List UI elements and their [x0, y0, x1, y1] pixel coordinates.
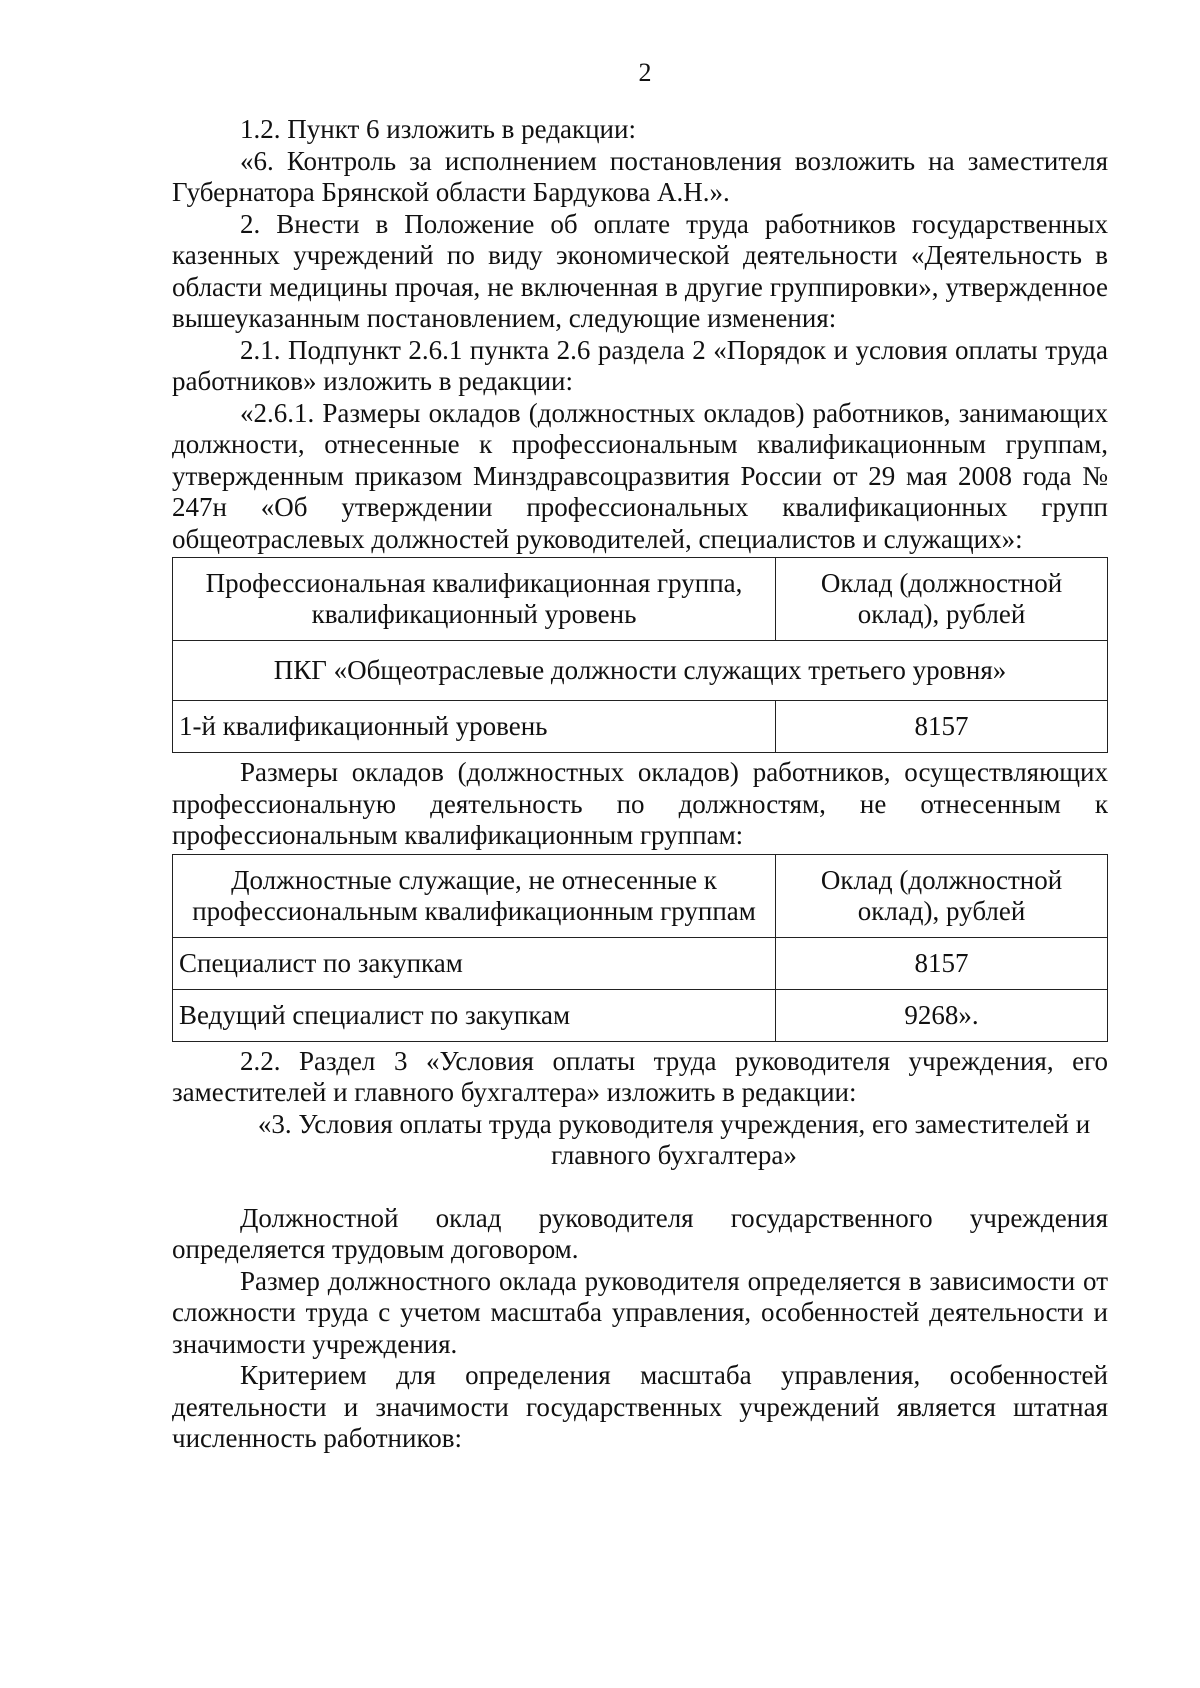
paragraph-2-1: 2.1. Подпункт 2.6.1 пункта 2.6 раздела 2 «Порядок и условия оплаты труда работников» изложить в редакции: — [172, 334, 1108, 396]
table-cell-level: 1-й квалификационный уровень — [173, 701, 776, 753]
salary-table-other — [172, 854, 1108, 1042]
table-header-row — [173, 854, 1108, 937]
table-cell-position: Ведущий специалист по закупкам — [173, 989, 776, 1041]
section-3-title: «3. Условия оплаты труда руководителя учреждения, его заместителей и главного бухгалтера» — [257, 1108, 1091, 1170]
table-group-row — [173, 641, 1108, 701]
paragraph-head-salary: Должностной оклад руководителя государственного учреждения определяется трудовым договором. — [172, 1202, 1108, 1264]
table-row — [173, 937, 1108, 989]
table-cell-position: Специалист по закупкам — [173, 937, 776, 989]
table-header-cell: Профессиональная квалификационная группа, квалификационный уровень — [173, 558, 776, 641]
table-header-cell: Оклад (должностной оклад), рублей — [776, 558, 1108, 641]
table-row — [173, 989, 1108, 1041]
paragraph-2: 2. Внести в Положение об оплате труда работников государственных казенных учреждений по виду экономической деятельности «Деятельность в области медицины прочая, не включенная в другие группировки», утвержденное вышеуказанным постановлением, следующие изменения: — [172, 208, 1108, 333]
paragraph-2-2: 2.2. Раздел 3 «Условия оплаты труда руководителя учреждения, его заместителей и главного бухгалтера» изложить в редакции: — [172, 1045, 1108, 1107]
spacer — [172, 1172, 1108, 1203]
table-cell-salary: 8157 — [776, 937, 1108, 989]
table-header-cell: Оклад (должностной оклад), рублей — [776, 854, 1108, 937]
page-number: 2 — [638, 58, 652, 87]
paragraph-point-6: «6. Контроль за исполнением постановления возложить на заместителя Губернатора Брянской области Бардукова А.Н.». — [172, 145, 1108, 207]
table-cell-salary: 9268». — [776, 989, 1108, 1041]
table-header-cell: Должностные служащие, не отнесенные к профессиональным квалификационным группам — [173, 854, 776, 937]
paragraph-criterion: Критерием для определения масштаба управления, особенностей деятельности и значимости государственных учреждений является штатная численность работников: — [172, 1360, 1108, 1453]
table-group-cell: ПКГ «Общеотраслевые должности служащих третьего уровня» — [173, 641, 1108, 701]
paragraph-salary-size: Размер должностного оклада руководителя определяется в зависимости от сложности труда с учетом масштаба управления, особенностей деятельности и значимости учреждения. — [172, 1265, 1108, 1359]
table-cell-salary: 8157 — [776, 701, 1108, 753]
paragraph-2-6-1: «2.6.1. Размеры окладов (должностных окладов) работников, занимающих должности, отнесенные к профессиональным квалификационным группам, утвержденным приказом Минздравсоцразвития России от 29 мая 2008 года № 247н «Об утверждении профессиональных квалификационных групп общеотраслевых должностей руководителей, специалистов и служащих»: — [172, 397, 1108, 554]
salary-table-pkg — [172, 557, 1108, 753]
paragraph-1-2: 1.2. Пункт 6 изложить в редакции: — [240, 114, 636, 144]
table-row — [173, 701, 1108, 753]
paragraph-other-positions: Размеры окладов (должностных окладов) работников, осуществляющих профессиональную деятельность по должностям, не отнесенным к профессиональным квалификационным группам: — [172, 757, 1108, 850]
table-header-row — [173, 558, 1108, 641]
